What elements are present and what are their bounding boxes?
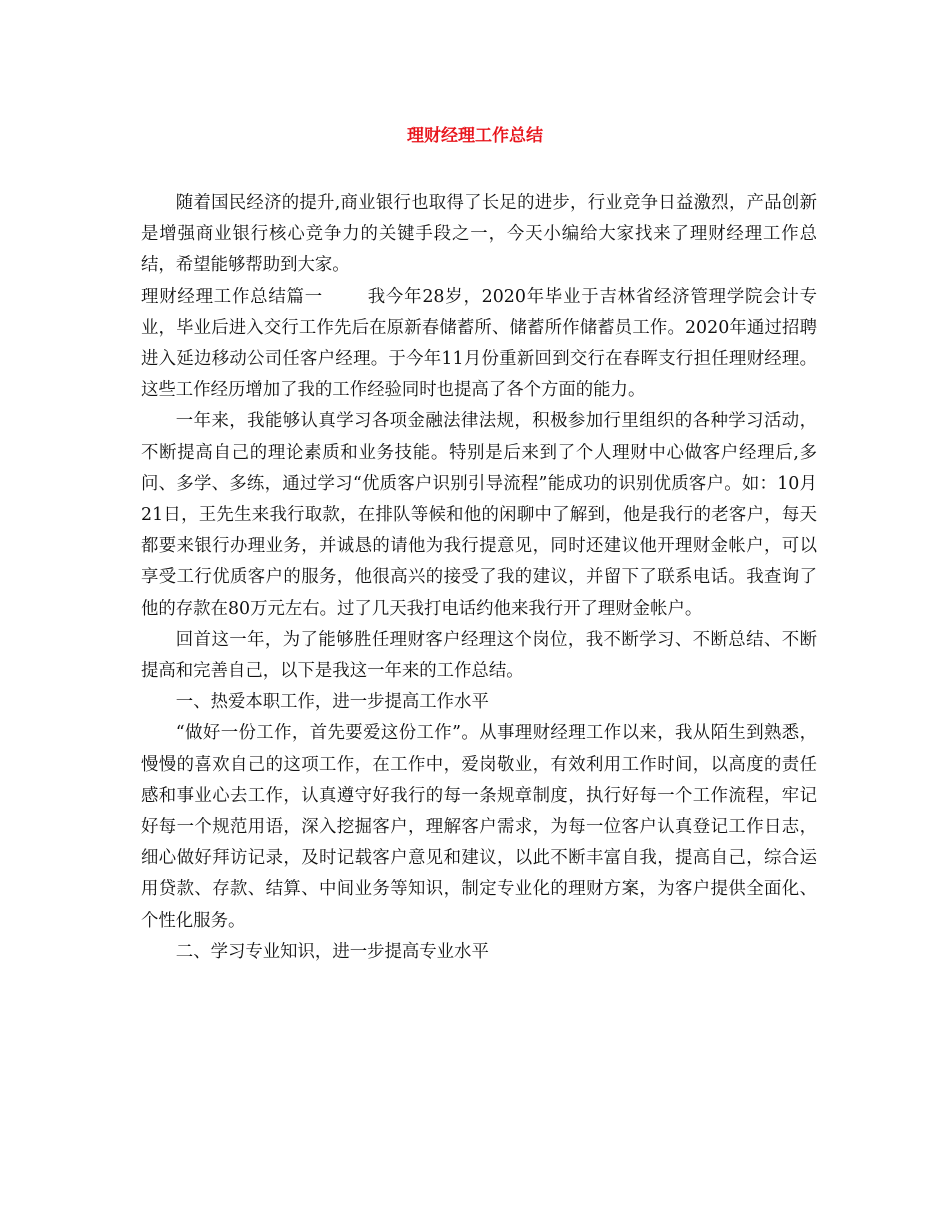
section1-paragraph [141,282,817,407]
review-summary-paragraph: 回首这一年，为了能够胜任理财客户经理这个岗位，我不断学习、不断总结、不断提高和完善自己，以下是我这一年来的工作总结。 [141,629,817,682]
section-heading-1: 一、热爱本职工作，进一步提高工作水平 [175,692,489,713]
love-work-paragraph: “做好一份工作，首先要爱这份工作”。从事理财经理工作以来，我从陌生到熟悉，慢慢的喜欢自己的这项工作，在工作中，爱岗敬业，有效利用工作时间，以高度的责任感和事业心去工作，认真遵守好我行的每一条规章制度，执行好每一个工作流程，牢记好每一个规范用语，深入挖掘客户，理解客户需求，为每一位客户认真登记工作日志，细心做好拜访记录，及时记载客户意见和建议，以此不断丰富自我，提高自己，综合运用贷款、存款、结算、中间业务等知识，制定专业化的理财方案，为客户提供全面化、个性化服务。 [141,723,817,931]
section1-heading: 理财经理工作总结篇一 [141,286,323,307]
section-heading-2: 二、学习专业知识，进一步提高专业水平 [175,941,489,962]
intro-paragraph: 随着国民经济的提升,商业银行也取得了长足的进步，行业竞争日益激烈，产品创新是增强商业银行核心竞争力的关键手段之一，今天小编给大家找来了理财经理工作总结，希望能够帮助到大家。 [141,193,817,276]
year-review-paragraph: 一年来，我能够认真学习各项金融法律法规，积极参加行里组织的各种学习活动，不断提高自己的理论素质和业务技能。特别是后来到了个人理财中心做客户经理后,多问、多学、多练，通过学习“优质客户识别引导流程”能成功的识别优质客户。如：10月21日，王先生来我行取款，在排队等候和他的闲聊中了解到，他是我行的老客户，每天都要来银行办理业务，并诚恳的请他为我行提意见，同时还建议他开理财金帐户，可以享受工行优质客户的服务，他很高兴的接受了我的建议，并留下了联系电话。我查询了他的存款在80万元左右。过了几天我打电话约他来我行开了理财金帐户。 [141,411,817,619]
document-body [141,188,817,968]
document-title: 理财经理工作总结 [407,126,543,146]
section1-lead: 我今年28岁，2020年毕业于吉林省经济管理学院会计专业，毕业后进入交行工作先后在原新春储蓄所、储蓄所作储蓄员工作。2020年通过招聘进入延边移动公司任客户经理。于今年11月份重新回到交行在春晖支行担任理财经理。这些工作经历增加了我的工作经验同时也提高了各个方面的能力。 [141,286,817,401]
